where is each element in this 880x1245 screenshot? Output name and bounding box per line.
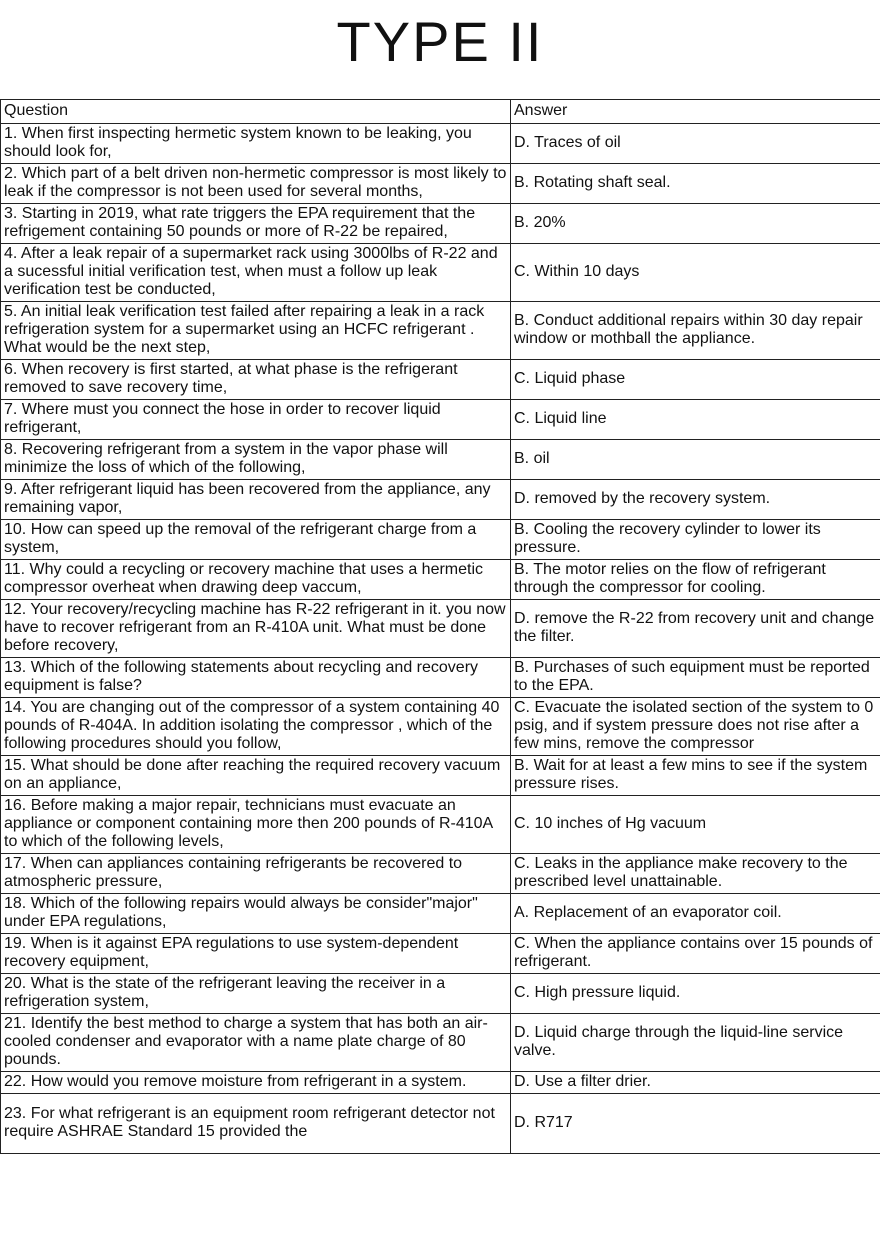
table-row	[1, 204, 880, 244]
table-row	[1, 894, 880, 934]
table-row	[1, 658, 880, 698]
table-row	[1, 854, 880, 894]
table-row	[1, 934, 880, 974]
table-row	[1, 1072, 880, 1094]
question-cell: 8. Recovering refrigerant from a system in the vapor phase will minimize the loss of which of the following,	[1, 440, 511, 480]
answer-cell: D. remove the R-22 from recovery unit and change the filter.	[511, 600, 880, 658]
question-cell: 4. After a leak repair of a supermarket rack using 3000lbs of R-22 and a sucessful initial verification test, when must a follow up leak verification test be conducted,	[1, 244, 511, 302]
answer-cell: B. Conduct additional repairs within 30 day repair window or mothball the appliance.	[511, 302, 880, 360]
answer-cell: C. Evacuate the isolated section of the system to 0 psig, and if system pressure does not rise after a few mins, remove the compressor	[511, 698, 880, 756]
answer-cell: B. Purchases of such equipment must be reported to the EPA.	[511, 658, 880, 698]
table-row	[1, 124, 880, 164]
answer-cell: D. Liquid charge through the liquid-line service valve.	[511, 1014, 880, 1072]
answer-cell: D. Traces of oil	[511, 124, 880, 164]
answer-cell: C. High pressure liquid.	[511, 974, 880, 1014]
question-cell: 17. When can appliances containing refrigerants be recovered to atmospheric pressure,	[1, 854, 511, 894]
table-row	[1, 302, 880, 360]
page-title: TYPE II	[336, 10, 544, 73]
question-cell: 11. Why could a recycling or recovery machine that uses a hermetic compressor overheat when drawing deep vaccum,	[1, 560, 511, 600]
question-cell: 22. How would you remove moisture from refrigerant in a system.	[1, 1072, 511, 1094]
table-row	[1, 480, 880, 520]
answer-cell: B. Cooling the recovery cylinder to lower its pressure.	[511, 520, 880, 560]
answer-cell: C. When the appliance contains over 15 pounds of refrigerant.	[511, 934, 880, 974]
question-cell: 9. After refrigerant liquid has been recovered from the appliance, any remaining vapor,	[1, 480, 511, 520]
question-cell: 16. Before making a major repair, technicians must evacuate an appliance or component containing more then 200 pounds of R-410A to which of the following levels,	[1, 796, 511, 854]
question-cell: 19. When is it against EPA regulations to use system-dependent recovery equipment,	[1, 934, 511, 974]
table-row	[1, 164, 880, 204]
table-row	[1, 440, 880, 480]
table-row	[1, 600, 880, 658]
answer-cell: A. Replacement of an evaporator coil.	[511, 894, 880, 934]
qa-table	[0, 99, 880, 1154]
answer-cell: C. Liquid line	[511, 400, 880, 440]
answer-cell: B. oil	[511, 440, 880, 480]
question-cell: 2. Which part of a belt driven non-hermetic compressor is most likely to leak if the compressor is not been used for several months,	[1, 164, 511, 204]
table-row	[1, 244, 880, 302]
question-cell: 18. Which of the following repairs would always be consider"major" under EPA regulations,	[1, 894, 511, 934]
question-cell: 5. An initial leak verification test failed after repairing a leak in a rack refrigeration system for a supermarket using an HCFC refrigerant . What would be the next step,	[1, 302, 511, 360]
question-cell: 6. When recovery is first started, at what phase is the refrigerant removed to save recovery time,	[1, 360, 511, 400]
answer-cell: B. Rotating shaft seal.	[511, 164, 880, 204]
table-row	[1, 1094, 880, 1154]
answer-cell: B. The motor relies on the flow of refrigerant through the compressor for cooling.	[511, 560, 880, 600]
table-row	[1, 756, 880, 796]
answer-cell: D. Use a filter drier.	[511, 1072, 880, 1094]
question-column-header: Question	[1, 100, 511, 124]
question-cell: 14. You are changing out of the compressor of a system containing 40 pounds of R-404A. In addition isolating the compressor , which of the following procedures should you follow,	[1, 698, 511, 756]
answer-cell: D. R717	[511, 1094, 880, 1154]
table-row	[1, 400, 880, 440]
question-cell: 12. Your recovery/recycling machine has R-22 refrigerant in it. you now have to recover refrigerant from an R-410A unit. What must be done before recovery,	[1, 600, 511, 658]
question-cell: 10. How can speed up the removal of the refrigerant charge from a system,	[1, 520, 511, 560]
question-cell: 15. What should be done after reaching the required recovery vacuum on an appliance,	[1, 756, 511, 796]
question-cell: 7. Where must you connect the hose in order to recover liquid refrigerant,	[1, 400, 511, 440]
table-row	[1, 560, 880, 600]
question-cell: 13. Which of the following statements about recycling and recovery equipment is false?	[1, 658, 511, 698]
table-header-row	[1, 100, 880, 124]
answer-cell: C. Liquid phase	[511, 360, 880, 400]
answer-cell: B. 20%	[511, 204, 880, 244]
answer-cell: D. removed by the recovery system.	[511, 480, 880, 520]
table-row	[1, 974, 880, 1014]
table-row	[1, 698, 880, 756]
table-row	[1, 1014, 880, 1072]
answer-cell: C. Within 10 days	[511, 244, 880, 302]
table-row	[1, 360, 880, 400]
question-cell: 3. Starting in 2019, what rate triggers the EPA requirement that the refrigement containing 50 pounds or more of R-22 be repaired,	[1, 204, 511, 244]
question-cell: 20. What is the state of the refrigerant leaving the receiver in a refrigeration system,	[1, 974, 511, 1014]
answer-cell: C. 10 inches of Hg vacuum	[511, 796, 880, 854]
answer-cell: C. Leaks in the appliance make recovery to the prescribed level unattainable.	[511, 854, 880, 894]
question-cell: 21. Identify the best method to charge a system that has both an air-cooled condenser and evaporator with a name plate charge of 80 pounds.	[1, 1014, 511, 1072]
question-cell: 1. When first inspecting hermetic system known to be leaking, you should look for,	[1, 124, 511, 164]
answer-cell: B. Wait for at least a few mins to see if the system pressure rises.	[511, 756, 880, 796]
table-row	[1, 520, 880, 560]
table-row	[1, 796, 880, 854]
answer-column-header: Answer	[511, 100, 880, 124]
question-cell: 23. For what refrigerant is an equipment room refrigerant detector not require ASHRAE Standard 15 provided the	[1, 1094, 511, 1154]
